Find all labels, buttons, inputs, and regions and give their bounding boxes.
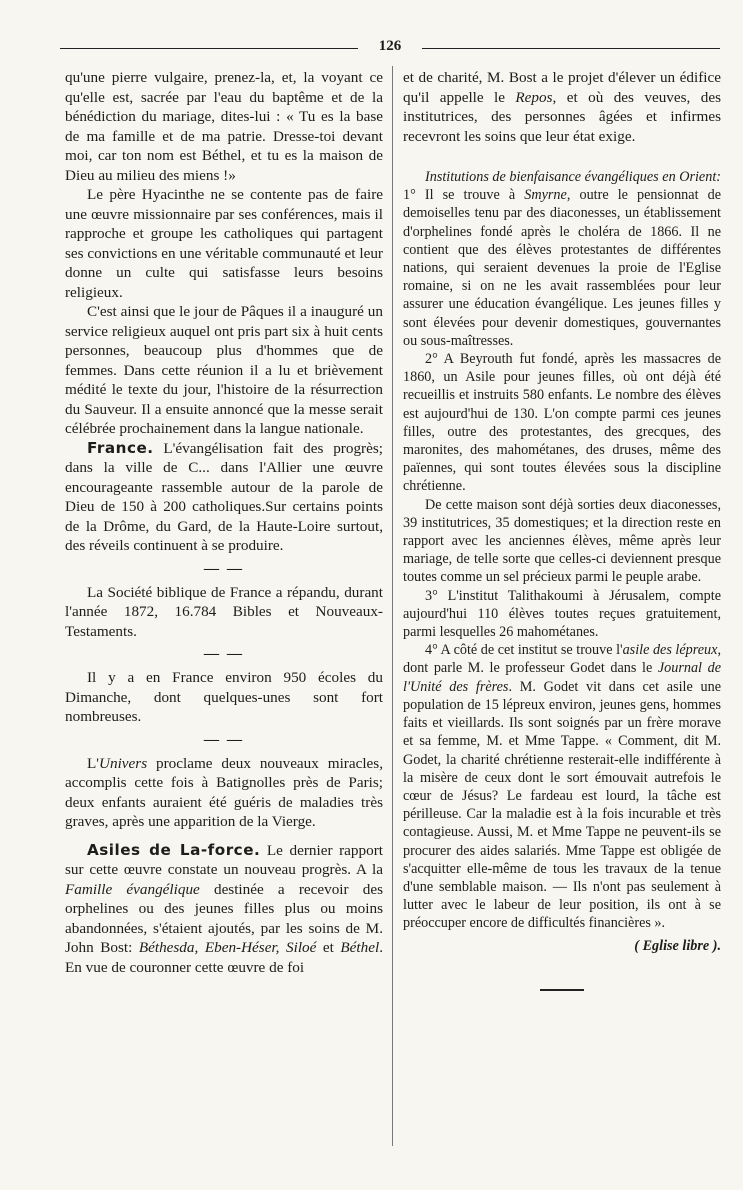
paragraph-lepreux: [403, 641, 721, 932]
institutions-heading: Institutions de bienfaisance évangéliques en Orient:: [425, 169, 721, 185]
asiles-text: destinée a recevoir des orphelines ou des jeunes filles plus ou moins abandonnées, s'étaient ajoutés, par les soins de M. John Bost:: [65, 880, 383, 956]
smyrne-text: 1° Il se trouve à: [403, 187, 525, 204]
page-header: [60, 40, 720, 54]
paragraph-continuation: qu'une pierre vulgaire, prenez-la, et, la voyant ce qu'elle est, sacrée par l'eau du baptême et de la bénédiction du mariage, dites-lui : « Tu es la base de ma famille et de ma patrie. Dresse-toi devant moi, car ton nom est Béthel, et tu es la maison de Dieu au milieu des miens !»: [65, 69, 383, 184]
paragraph-beyrouth: 2° A Beyrouth fut fondé, après les massacres de 1860, un Asile pour jeunes filles, où ont déjà été recueillis et instruits 580 enfants. Le nombre des élèves est aujourd'hui de 130. L'on compte parmi ces jeunes filles, outre des protestantes, des grecques, des maronites, des mahométanes, des druses, même des païennes, qui sont toutes élevées sous la discipline chrétienne.: [403, 351, 721, 495]
header-rule-right: [422, 48, 720, 49]
repos-text: , et où des veuves, des institutrices, des personnes âgées et infirmes recevront les soins que leur état exige.: [403, 88, 721, 145]
paragraph-talithakoumi: 3° L'institut Talithakoumi à Jérusalem, compte aujourd'hui 110 élèves toutes reçues gratuitement, parmi lesquelles 26 mahométanes.: [403, 587, 721, 641]
univers-title: Univers: [99, 754, 148, 772]
lepreux-text: , dont parle M. le professeur Godet dans le: [403, 642, 721, 677]
univers-prefix: L': [87, 754, 100, 772]
repos-title: Repos: [515, 88, 553, 106]
paragraph-ecoles: Il y a en France environ 950 écoles du Dimanche, dont quelques-unes sont fort nombreuses.: [65, 669, 383, 725]
paragraph-hyacinthe: Le père Hyacinthe ne se contente pas de faire une œuvre missionnaire par ses conférences, mais il rapproche et groupe les catholiques qui partagent ses convictions en une véritable communauté et leur donne un culte qui satisfasse leurs besoins religieux.: [65, 186, 383, 301]
paragraph-societe-biblique: La Société biblique de France a répandu, durant l'année 1872, 16.784 Bibles et Nouveaux-Testaments.: [65, 583, 383, 640]
smyrne: Smyrne: [524, 187, 567, 204]
lepreux-text: 4° A côté de cet institut se trouve l': [425, 642, 623, 659]
column-divider: [392, 66, 393, 1146]
asiles-names: Béthesda, Eben-Héser, Siloé: [138, 939, 317, 956]
asiles-heading: Asiles de La-force.: [87, 840, 261, 859]
paragraph-univers: [65, 754, 383, 832]
france-heading: France.: [87, 438, 154, 457]
asiles-text: . En vue de couronner cette œuvre de foi: [65, 939, 383, 976]
source-attribution: ( Eglise libre ).: [634, 937, 721, 954]
smyrne-text: , outre le pensionnat de demoiselles tenu par des diaconesses, un établissement d'orphelines fondé après le choléra de 1866. Il ne contient que des élèves protestantes de différentes nations, qui seraient devenues la proie de l'Eglise romaine, si on ne les avait rassemblées pour leur assurer une éducation évangélique. Les jeunes filles y sont élevées pour devenir domestiques, gouvernantes ou sous-maîtresses.: [403, 187, 721, 349]
france-text: L'évangélisation fait des progrès; dans la ville de C... dans l'Allier une œuvre encourageante rassemble autour de la parole de Dieu de 150 à 200 catholiques.Sur certains points de la Drôme, du Gard, de la Haute-Loire surtout, des réveils continuent à se produire.: [65, 439, 383, 554]
separator: — —: [203, 730, 245, 748]
asiles-text: Le dernier rapport sur cette œuvre constate un nouveau progrès. A la: [65, 841, 383, 878]
page-number: 126: [378, 38, 402, 54]
asile-des-lepreux: asile des lépreux: [622, 642, 718, 659]
paragraph-france: [65, 439, 383, 556]
lepreux-text: . M. Godet vit dans cet asile une population de 15 lépreux environ, jeunes gens, hommes faits et vieillards. Ils sont soignés par un frère morave et sa femme, M. et Mme Tappe. « Comment, dit M. Godet, la charité chrétienne resterait-elle indifférente à la misère de ceux dont le sort émouvait autrefois le cœur de Jésus? Le fardeau est lourd, la tâche est périlleuse. Car la maladie est à la fois incurable et très contagieuse. Aussi, M. et Mme Tappe ne peuvent-ils se procurer des aides salariés. Mme Tappe est obligée de s'acquitter elle-même de tous les travaux de la tenue d'une semblable maison. — Ils n'ont pas seulement à lutter avec le labeur de leur position, ils ont à se préoccuper encore de difficultés financières ».: [403, 678, 721, 932]
paragraph-paques: C'est ainsi que le jour de Pâques il a inauguré un service religieux auquel ont pris part six à huit cents personnes, beaucoup plus d'hommes que de femmes. Dans cette réunion il a lu et brièvement médité le texte du jour, l'histoire de la résurrection du Sauveur. Il a ensuite annoncé que la messe serait célébrée prochainement dans la langue nationale.: [65, 303, 383, 437]
separator: — —: [203, 645, 245, 662]
left-column: [65, 68, 383, 977]
univers-text: proclame deux nouveaux miracles, accomplis cette fois à Batignolles près de Paris; deux enfants auraient été guéris de maladies très graves, après une apparition de la Vierge.: [65, 754, 383, 830]
journal-unite-freres: Journal de l'Unité des frères: [403, 660, 721, 695]
repos-text: et de charité, M. Bost a le projet d'élever un édifice qu'il appelle le: [403, 69, 721, 106]
paragraph-smyrne: [403, 168, 721, 350]
separator: — —: [203, 559, 245, 577]
asile-bethel: Béthel: [340, 939, 380, 956]
spacer: [403, 146, 721, 168]
right-column: [403, 68, 721, 991]
paragraph-asiles: [65, 841, 383, 978]
asiles-text: et: [316, 939, 341, 956]
institutions-section: [403, 168, 721, 955]
famille-evangelique: Famille évangélique: [65, 880, 200, 898]
paragraph-repos: [403, 68, 721, 146]
paragraph-diaconesses: De cette maison sont déjà sorties deux diaconesses, 39 institutrices, 35 domestiques; et la direction reste en rapport avec les anciennes élèves, même après leur mariage, de telle sorte que celles-ci deviennent presque toutes comme un sel précieux parmi le peuple arabe.: [403, 496, 721, 586]
end-rule: [540, 989, 584, 991]
